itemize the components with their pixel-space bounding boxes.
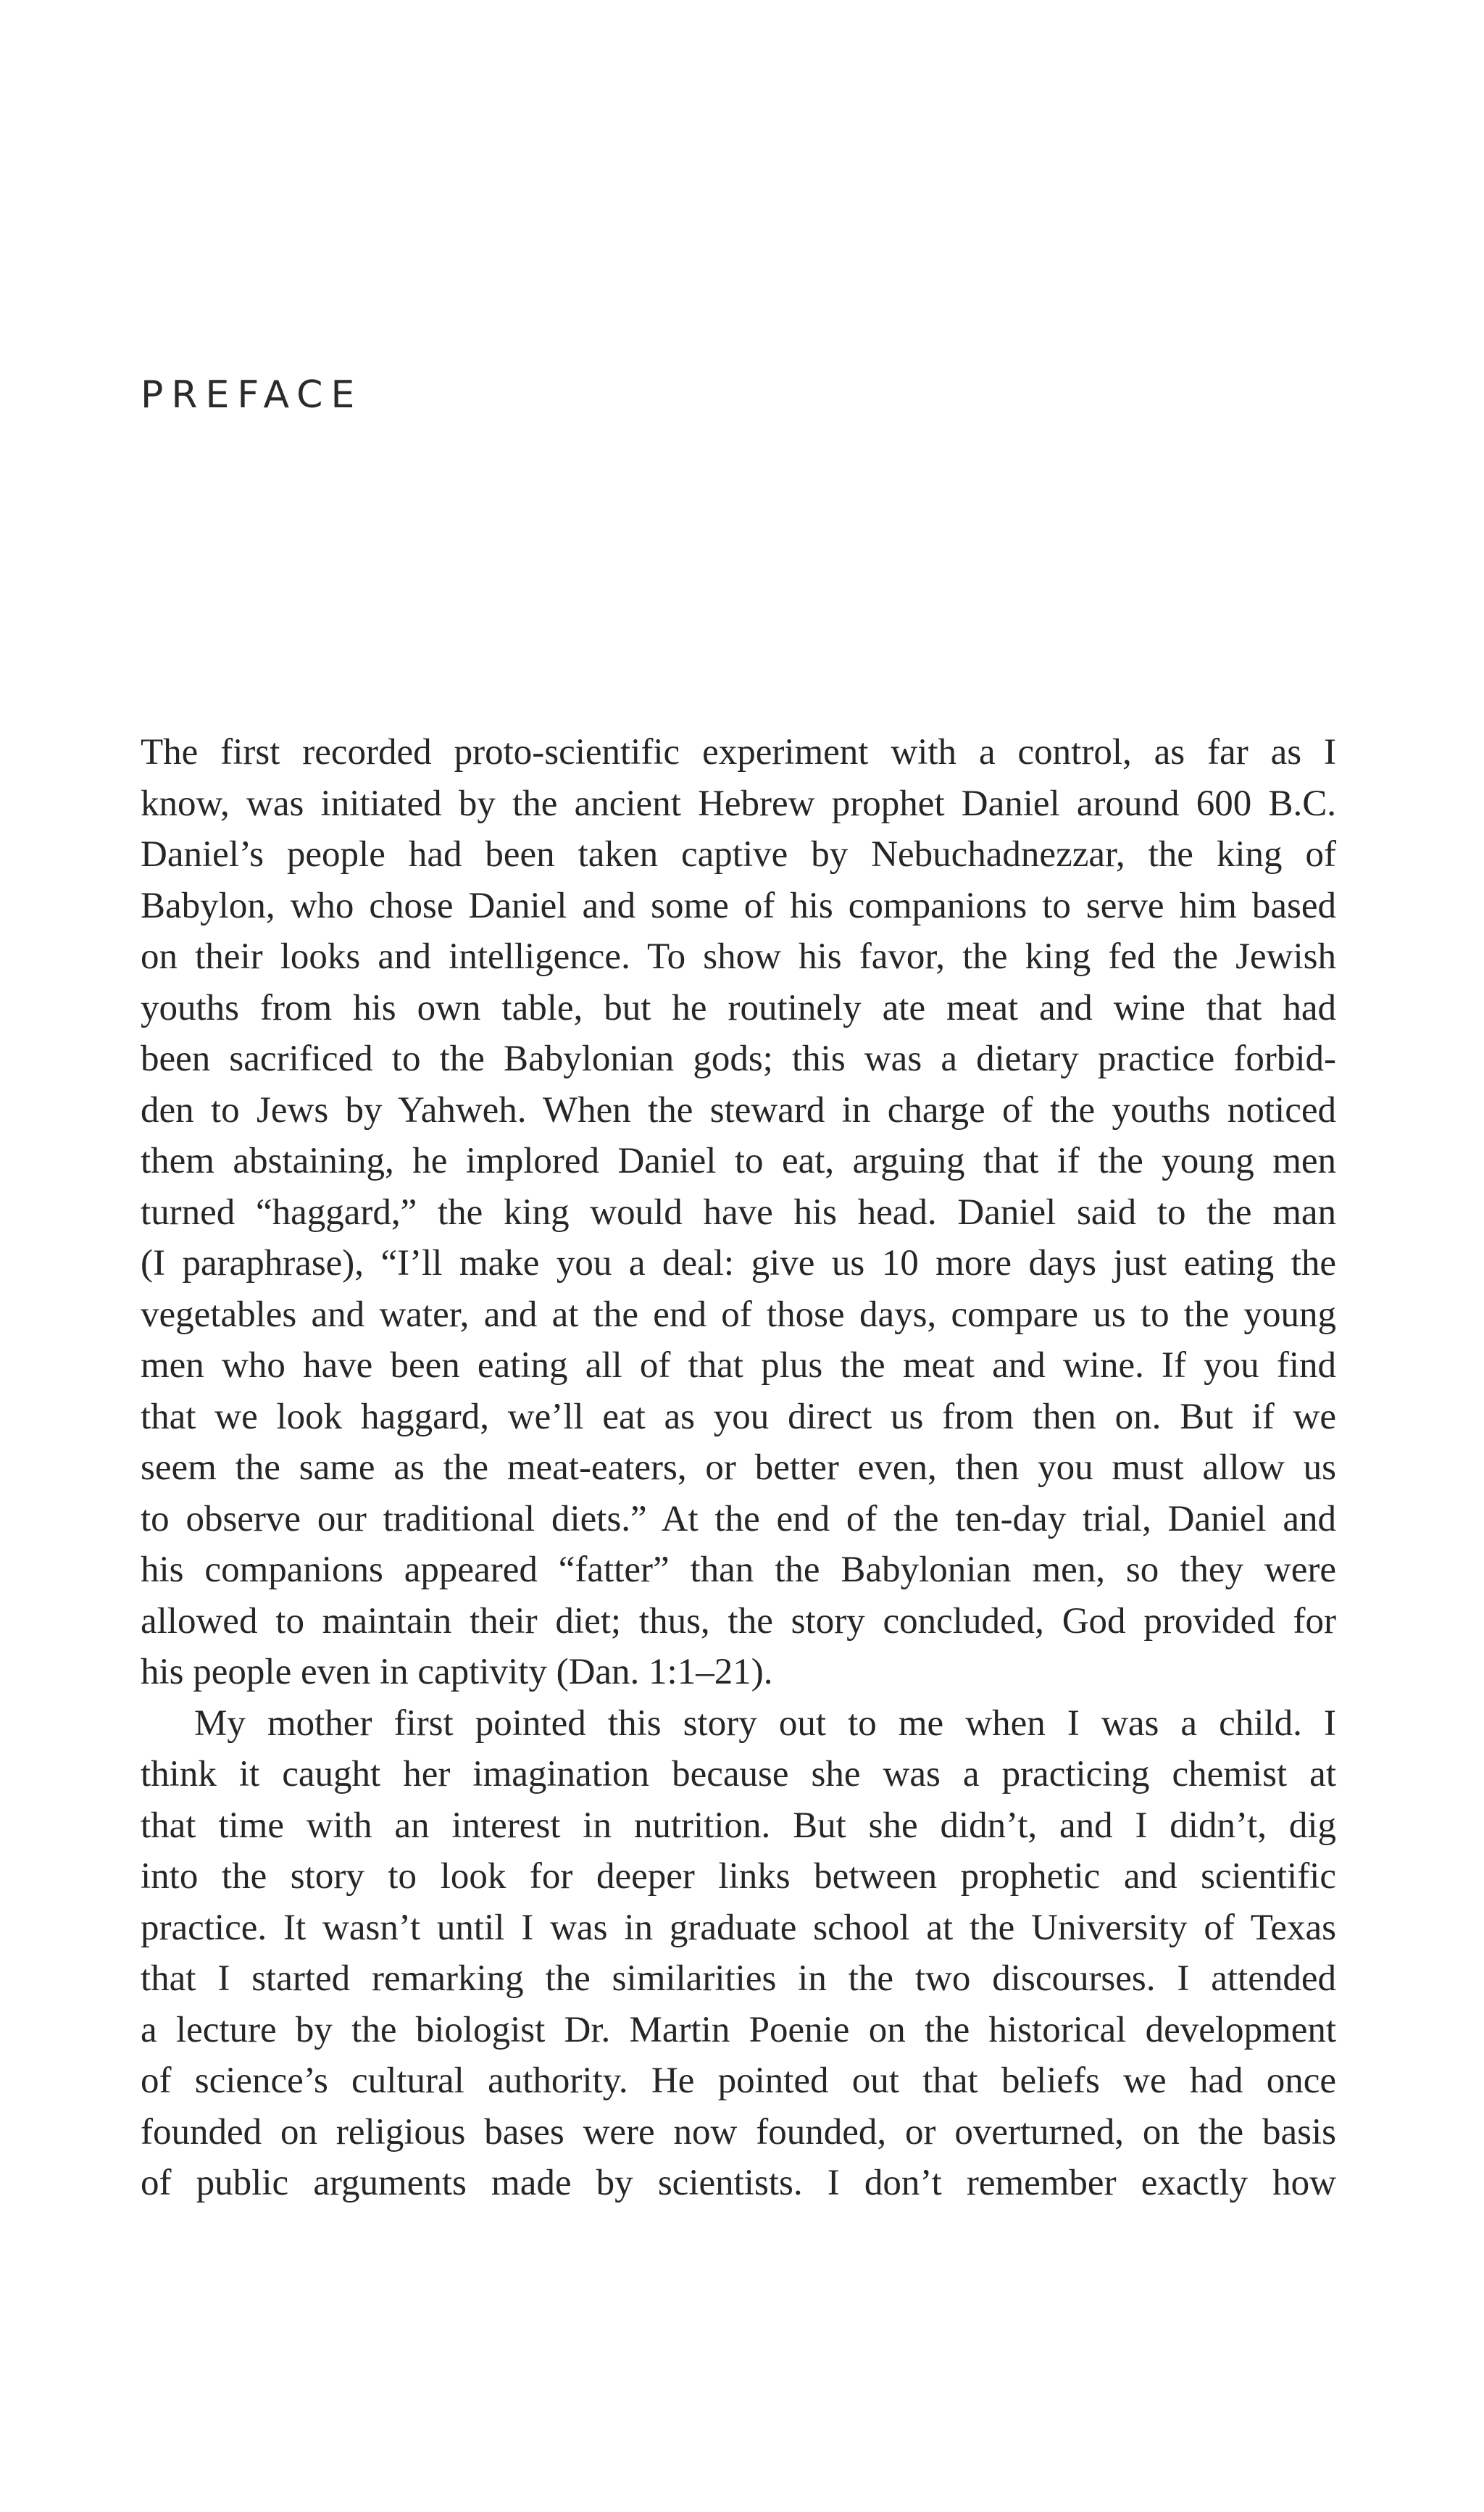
body-text xyxy=(141,727,1336,2209)
text-line: know, was initiated by the ancient Hebrew prophet Daniel around 600 B.C. xyxy=(141,783,1336,824)
text-line: his people even in captivity (Dan. 1:1–21). xyxy=(141,1652,773,1692)
text-line: (I paraphrase), “I’ll make you a deal: give us 10 more days just eating the xyxy=(141,1243,1336,1284)
text-line: Daniel’s people had been taken captive by Nebuchadnezzar, the king of xyxy=(141,834,1336,875)
text-line: The first recorded proto-scientific experiment with a control, as far as I xyxy=(141,732,1336,773)
text-line: seem the same as the meat-eaters, or better even, then you must allow us xyxy=(141,1447,1336,1488)
text-line: that I started remarking the similarities in the two discourses. I attended xyxy=(141,1958,1336,1999)
text-line: turned “haggard,” the king would have his head. Daniel said to the man xyxy=(141,1191,1336,1233)
text-line: men who have been eating all of that plus the meat and wine. If you find xyxy=(141,1345,1336,1386)
text-line: My mother first pointed this story out to me when I was a child. I xyxy=(194,1702,1336,1744)
text-line: den to Jews by Yahweh. When the steward in charge of the youths noticed xyxy=(141,1089,1336,1131)
paragraph-1 xyxy=(141,727,1336,1698)
text-line: his companions appeared “fatter” than the Babylonian men, so they were xyxy=(141,1550,1336,1590)
text-line: that we look haggard, we’ll eat as you direct us from then on. But if we xyxy=(141,1396,1336,1437)
text-line: on their looks and intelligence. To show his favor, the king fed the Jewish xyxy=(141,936,1336,977)
text-line: been sacrificed to the Babylonian gods; this was a dietary practice forbid- xyxy=(141,1039,1336,1079)
text-line: them abstaining, he implored Daniel to eat, arguing that if the young men xyxy=(141,1141,1336,1181)
chapter-heading: PREFACE xyxy=(141,373,363,417)
text-line: Babylon, who chose Daniel and some of his companions to serve him based xyxy=(141,885,1336,926)
text-line: allowed to maintain their diet; thus, the story concluded, God provided for xyxy=(141,1600,1336,1642)
text-line: practice. It wasn’t until I was in graduate school at the University of Texas xyxy=(141,1907,1336,1948)
text-line: that time with an interest in nutrition. But she didn’t, and I didn’t, dig xyxy=(141,1805,1336,1846)
text-line: youths from his own table, but he routinely ate meat and wine that had xyxy=(141,987,1336,1028)
text-line: of science’s cultural authority. He pointed out that beliefs we had once xyxy=(141,2060,1336,2101)
text-line: founded on religious bases were now founded, or overturned, on the basis xyxy=(141,2111,1336,2153)
paragraph-2 xyxy=(141,1698,1336,2209)
text-line: of public arguments made by scientists. I don’t remember exactly how xyxy=(141,2163,1336,2203)
text-line: a lecture by the biologist Dr. Martin Poenie on the historical development xyxy=(141,2009,1336,2050)
text-line: to observe our traditional diets.” At the end of the ten-day trial, Daniel and xyxy=(141,1498,1336,1539)
text-line: into the story to look for deeper links between prophetic and scientific xyxy=(141,1856,1336,1897)
text-line: vegetables and water, and at the end of those days, compare us to the young xyxy=(141,1294,1336,1335)
text-line: think it caught her imagination because she was a practicing chemist at xyxy=(141,1754,1336,1794)
